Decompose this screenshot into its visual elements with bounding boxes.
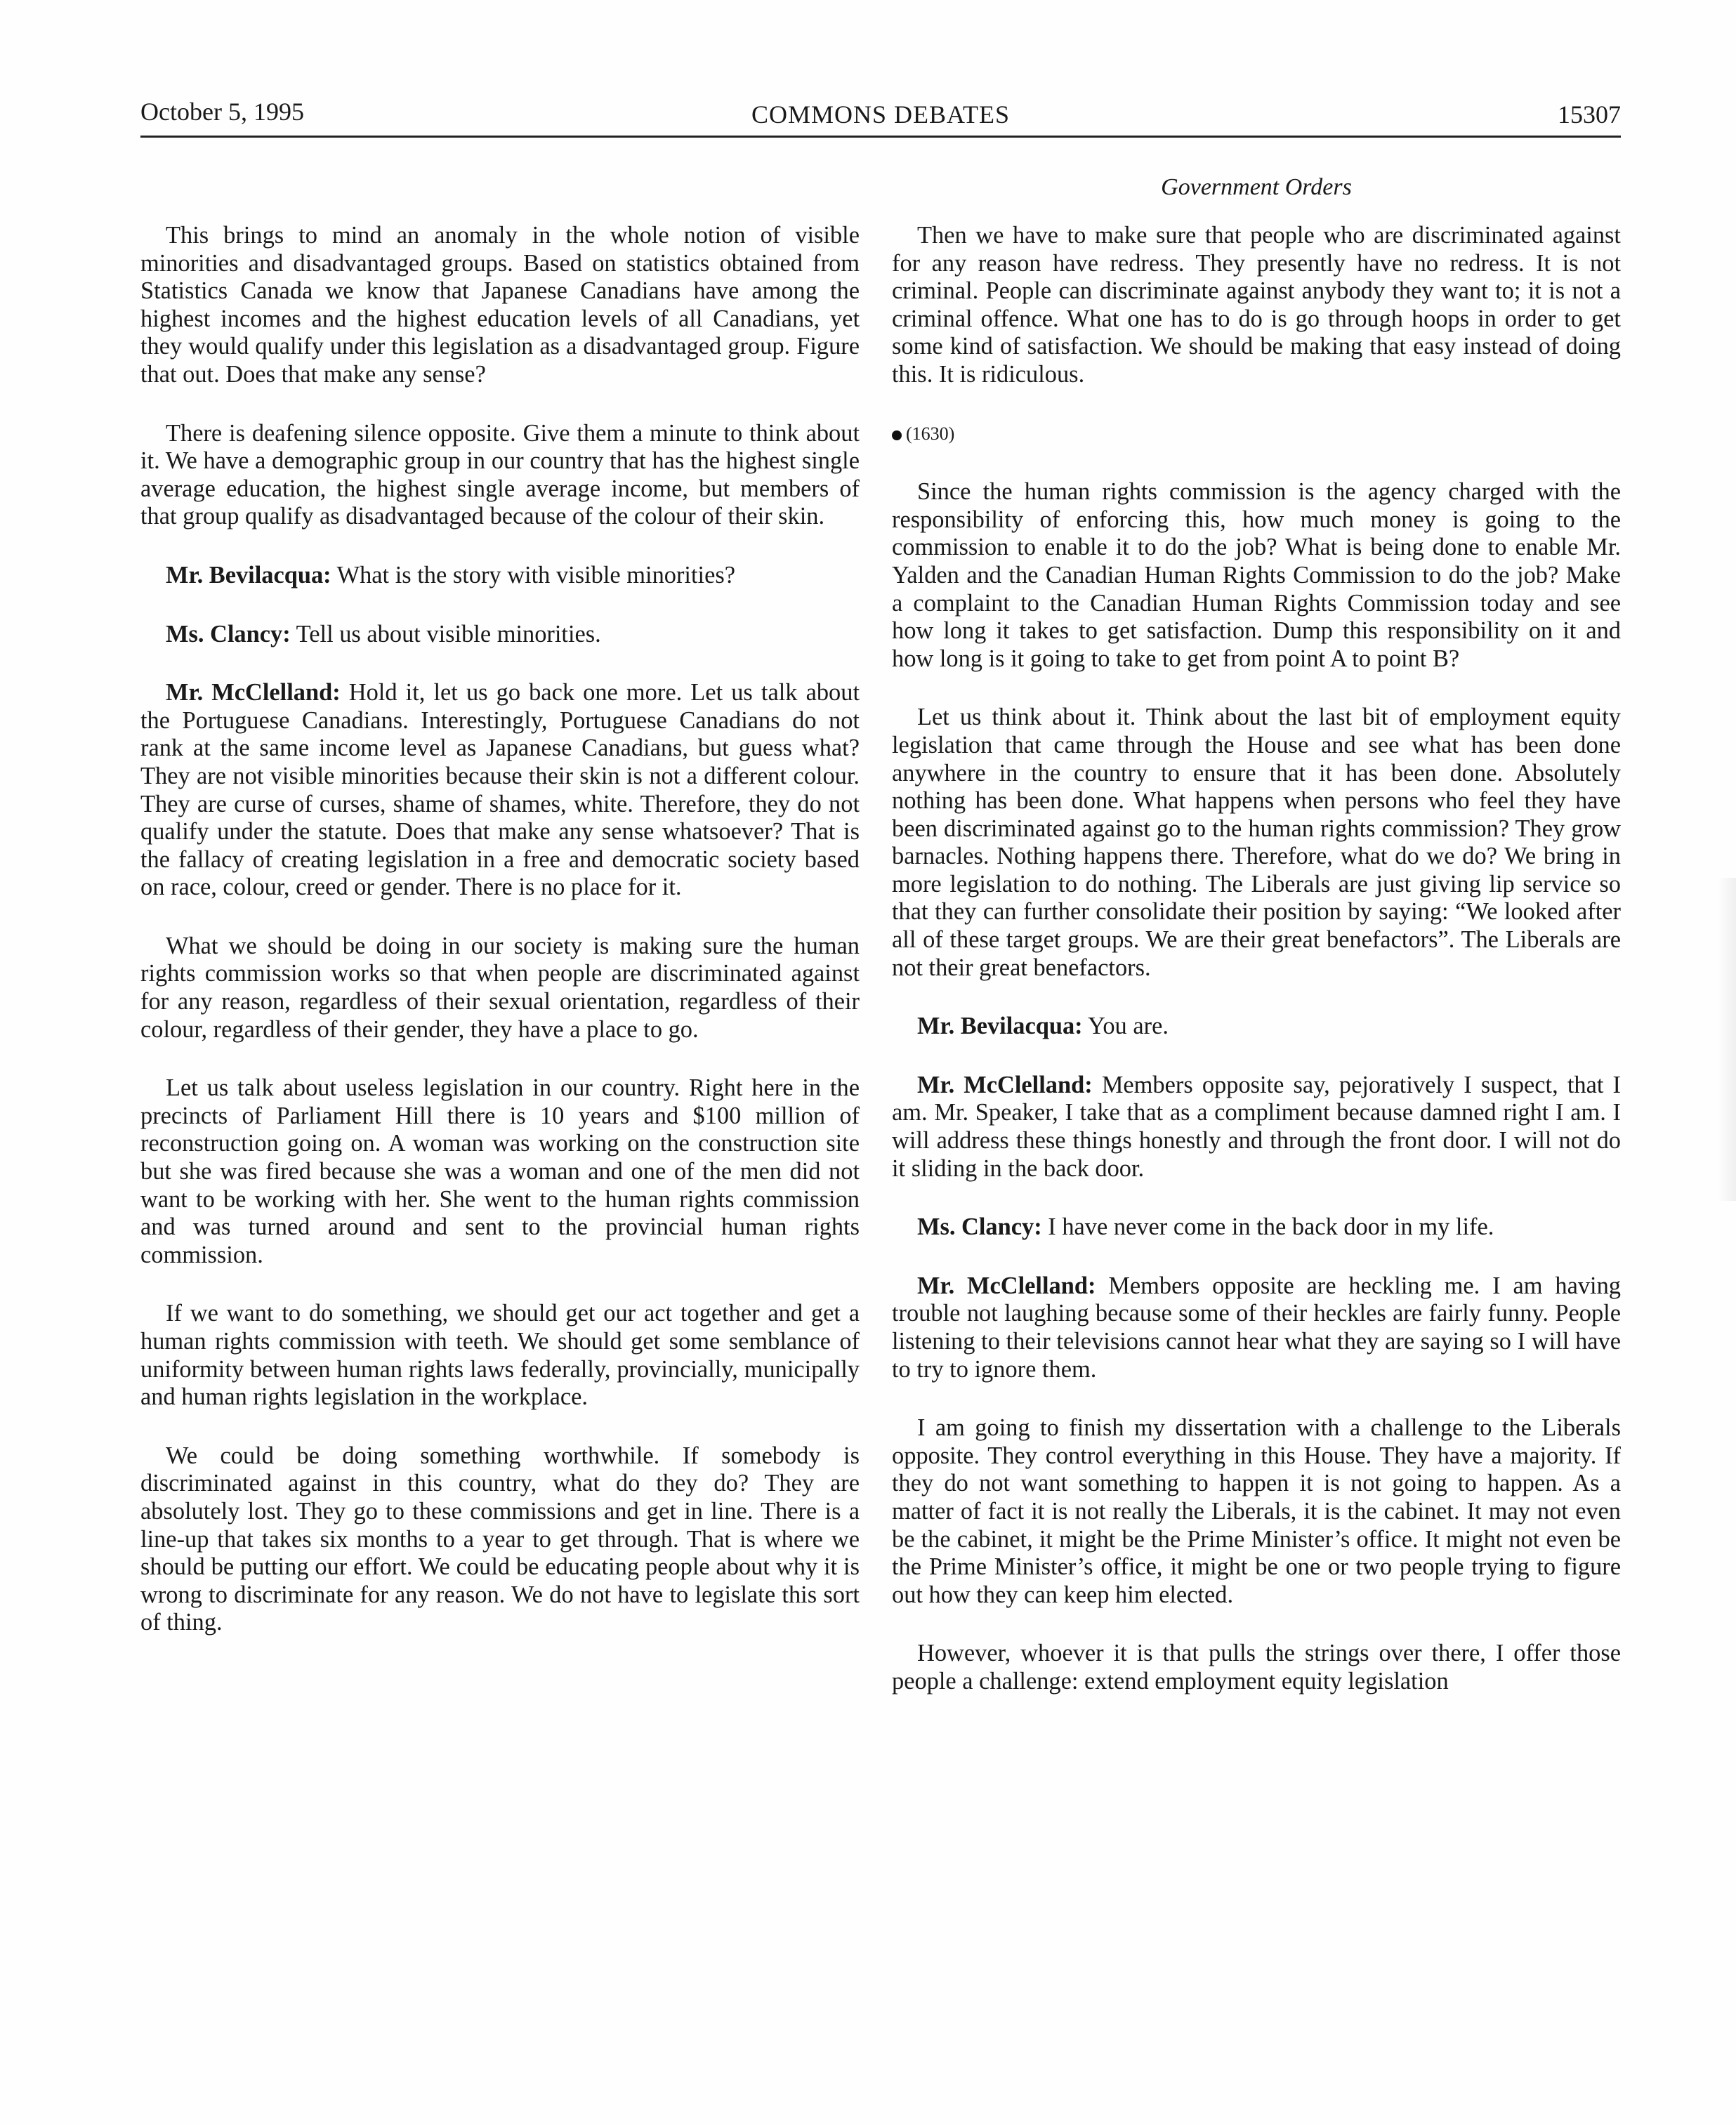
speech-text: Tell us about visible minorities. bbox=[296, 620, 601, 647]
time-marker bbox=[892, 420, 1621, 448]
speech-paragraph bbox=[140, 679, 860, 902]
body-paragraph: Let us talk about useless legislation in our country. Right here in the precincts of Parliament Hill there is 10 years and $100 million of reconstruction going on. A woman was working on the construction site but she was fired because she was a woman and one of the men did not want to be working with her. She went to the human rights commission and was turned around and sent to the provincial human rights commission. bbox=[140, 1074, 860, 1268]
speech-paragraph bbox=[140, 621, 860, 649]
speech-text: Members opposite say, pejoratively I suspect, that I am. Mr. Speaker, I take that as a compliment because damned right I am. I will address these things honestly and through the front door. I will not do it sliding in the back door. bbox=[892, 1071, 1621, 1182]
scan-edge-shadow bbox=[1718, 878, 1736, 1201]
body-paragraph: Since the human rights commission is the agency charged with the responsibility of enforcing this, how much money is going to the commission to enable it to do the job? What is being done to enable Mr. Yalden and the Canadian Human Rights Commission to do the job? Make a complaint to the Canadian Human Rights Commission today and see how long it takes to get satisfaction. Dump this responsibility on it and how long is it going to take to get from point A to point B? bbox=[892, 478, 1621, 672]
speaker-name: Mr. Bevilacqua: bbox=[917, 1013, 1083, 1040]
time-marker-text: (1630) bbox=[906, 423, 955, 444]
speaker-name: Mr. McClelland: bbox=[166, 679, 341, 706]
speech-paragraph bbox=[140, 562, 860, 590]
body-paragraph: We could be doing something worthwhile. If somebody is discriminated against in this country, what do they do? They are absolutely lost. They go to these commissions and get in line. There is a line-up that takes six months to a year to get through. That is where we should be putting our effort. We could be educating people about why it is wrong to discriminate for any reason. We do not have to legislate this sort of thing. bbox=[140, 1442, 860, 1636]
speech-text: You are. bbox=[1087, 1013, 1169, 1040]
speaker-name: Mr. McClelland: bbox=[917, 1272, 1096, 1299]
body-paragraph: I am going to finish my dissertation with a challenge to the Liberals opposite. They control everything in this House. They have a majority. If they do not want something to happen it is not going to happen. As a matter of fact it is not really the Liberals, it is the cabinet. It may not even be the cabinet, it might be the Prime Minister’s office. It might not even be the Prime Minister’s office, it might be one or two people trying to figure out how they can keep him elected. bbox=[892, 1414, 1621, 1608]
body-paragraph: What we should be doing in our society is making sure the human rights commission works so that when people are discriminated against for any reason, regardless of their sexual orientation, regardless of their colour, regardless of their gender, they have a place to go. bbox=[140, 932, 860, 1043]
section-title: Government Orders bbox=[1161, 174, 1352, 200]
header-rule bbox=[140, 136, 1621, 138]
speaker-name: Mr. Bevilacqua: bbox=[166, 561, 331, 588]
right-column bbox=[892, 222, 1621, 1727]
speech-text: What is the story with visible minorities? bbox=[336, 561, 735, 588]
speech-paragraph bbox=[892, 1072, 1621, 1183]
speaker-name: Ms. Clancy: bbox=[917, 1213, 1042, 1241]
speech-paragraph bbox=[892, 1213, 1621, 1242]
speaker-name: Mr. McClelland: bbox=[917, 1071, 1093, 1098]
body-paragraph: However, whoever it is that pulls the strings over there, I offer those people a challenge: extend employment equity legislation bbox=[892, 1640, 1621, 1695]
bullet-icon bbox=[892, 430, 902, 440]
speech-text: Members opposite are heckling me. I am having trouble not laughing because some of their heckles are fairly funny. People listening to their televisions cannot hear what they are saying so I will have to try to ignore them. bbox=[892, 1272, 1621, 1383]
header-page-number: 15307 bbox=[1558, 100, 1621, 129]
speech-text: I have never come in the back door in my life. bbox=[1048, 1213, 1494, 1241]
header-date: October 5, 1995 bbox=[140, 98, 304, 126]
body-paragraph: There is deafening silence opposite. Give them a minute to think about it. We have a demographic group in our country that has the highest single average education, the highest single average income, but members of that group qualify as disadvantaged because of the colour of their skin. bbox=[140, 419, 860, 530]
left-column bbox=[140, 222, 860, 1668]
body-paragraph: Let us think about it. Think about the last bit of employment equity legislation that came through the House and see what has been done anywhere in the country to ensure that it has been done. Absolutely nothing has been done. What happens when persons who feel they have been discriminated against go to the human rights commission? They grow barnacles. Nothing happens there. Therefore, what do we do? We bring in more legislation to do nothing. The Liberals are just giving lip service so that they can further consolidate their position by saying: “We looked after all of these target groups. We are their great benefactors”. The Liberals are not their great benefactors. bbox=[892, 704, 1621, 981]
speech-paragraph bbox=[892, 1272, 1621, 1383]
body-paragraph: This brings to mind an anomaly in the whole notion of visible minorities and disadvantaged groups. Based on statistics obtained from Statistics Canada we know that Japanese Canadians have among the highest incomes and the highest education levels of all Canadians, yet they would qualify under this legislation as a disadvantaged group. Figure that out. Does that make any sense? bbox=[140, 222, 860, 388]
speaker-name: Ms. Clancy: bbox=[166, 620, 291, 647]
page-header bbox=[140, 97, 1621, 133]
speech-paragraph bbox=[892, 1013, 1621, 1041]
body-paragraph: Then we have to make sure that people who are discriminated against for any reason have redress. They presently have no redress. It is not criminal. People can discriminate against anybody they want to; it is not a criminal offence. What one has to do is go through hoops in order to get some kind of satisfaction. We should be making that easy instead of doing this. It is ridiculous. bbox=[892, 222, 1621, 388]
body-paragraph: If we want to do something, we should get our act together and get a human rights commission with teeth. We should get some semblance of uniformity between human rights laws federally, provincially, municipally and human rights legislation in the workplace. bbox=[140, 1300, 860, 1411]
header-publication: COMMONS DEBATES bbox=[751, 100, 1011, 129]
speech-text: Hold it, let us go back one more. Let us talk about the Portuguese Canadians. Interestingly, Portuguese Canadians do not rank at the same income level as Japanese Canadians, but guess what? They are not visible minorities because their skin is not a different colour. They are curse of curses, shame of shames, white. Therefore, they do not qualify under the statute. Does that make any sense whatsoever? That is the fallacy of creating legislation in a free and democratic society based on race, colour, creed or gender. There is no place for it. bbox=[140, 679, 860, 901]
